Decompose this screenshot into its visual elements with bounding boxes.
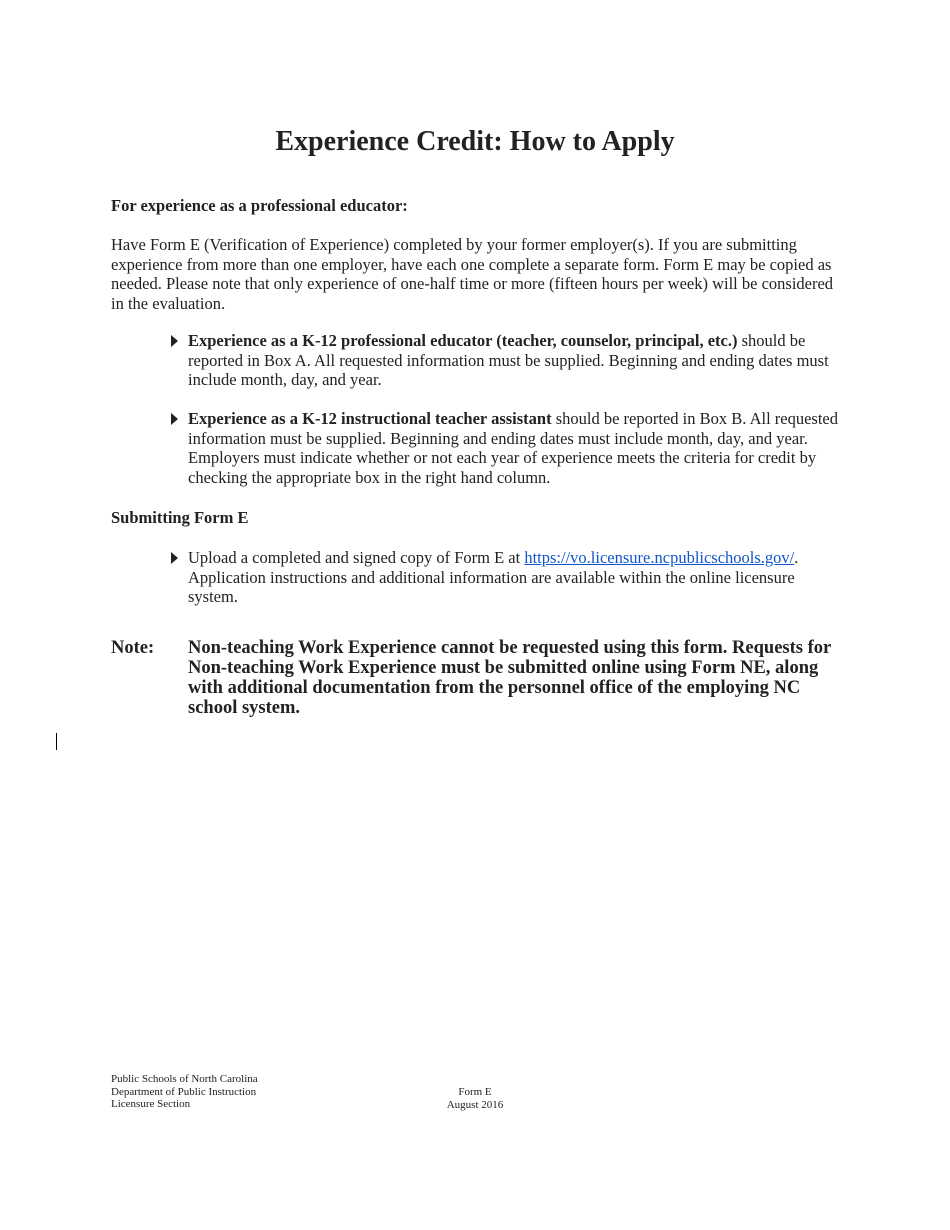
footer-organization (111, 1073, 258, 1111)
text-cursor (56, 733, 57, 750)
bullet-bold-text: Experience as a K-12 professional educator (teacher, counselor, principal, etc.) (188, 331, 738, 350)
note-label: Note: (111, 638, 155, 658)
bullet-body-text: should be reported in Box B. All requested information must be supplied. Beginning and ending dates must include month, day, and year. Employers must indicate whether or not each year of experience meets the criteria for credit by checking the appropriate box in the right hand column. (188, 409, 839, 487)
intro-paragraph: Have Form E (Verification of Experience) completed by your former employer(s). If you are submitting experience from more than one employer, have each one complete a separate form. Form E may be copied as needed. Please note that only experience of one-half time or more (fifteen hours per week) will be considered in the evaluation. (111, 235, 834, 313)
triangle-bullet-icon (171, 552, 178, 564)
footer-line: Department of Public Instruction (111, 1085, 257, 1098)
triangle-bullet-icon (171, 413, 178, 425)
note-text: Non-teaching Work Experience cannot be requested using this form. Requests for Non-teaching Work Experience must be submitted online using Form NE, along with additional documentation from the personnel office of the employing NC school system. (188, 638, 831, 718)
footer-form-name: Form E (458, 1086, 492, 1098)
bullet-item-upload (168, 548, 848, 607)
footer-date: August 2016 (446, 1098, 504, 1111)
licensure-link[interactable]: https://vo.licensure.ncpublicschools.gov/ (524, 548, 795, 567)
bullet-item-box-a (168, 331, 848, 390)
bullet-text (188, 548, 848, 607)
section-heading-professional-educator: For experience as a professional educator: (111, 196, 408, 215)
triangle-bullet-icon (171, 335, 178, 347)
bullet-text (188, 331, 848, 390)
upload-prefix-text: Upload a completed and signed copy of Form E at (188, 548, 525, 567)
bullet-item-box-b (168, 409, 848, 487)
upload-suffix-text: . Application instructions and additional information are available within the online licensure system. (188, 548, 799, 606)
bullet-body-text: should be reported in Box A. All requested information must be supplied. Beginning and ending dates must include month, day, and year. (188, 331, 829, 389)
page-title: Experience Credit: How to Apply (275, 126, 675, 157)
footer-form-info (400, 1086, 550, 1111)
section-heading-submitting: Submitting Form E (111, 508, 249, 527)
bullet-text (188, 409, 848, 487)
bullet-bold-text: Experience as a K-12 instructional teacher assistant (188, 409, 552, 428)
footer-line: Public Schools of North Carolina (111, 1073, 258, 1085)
footer-line: Licensure Section (111, 1098, 191, 1110)
